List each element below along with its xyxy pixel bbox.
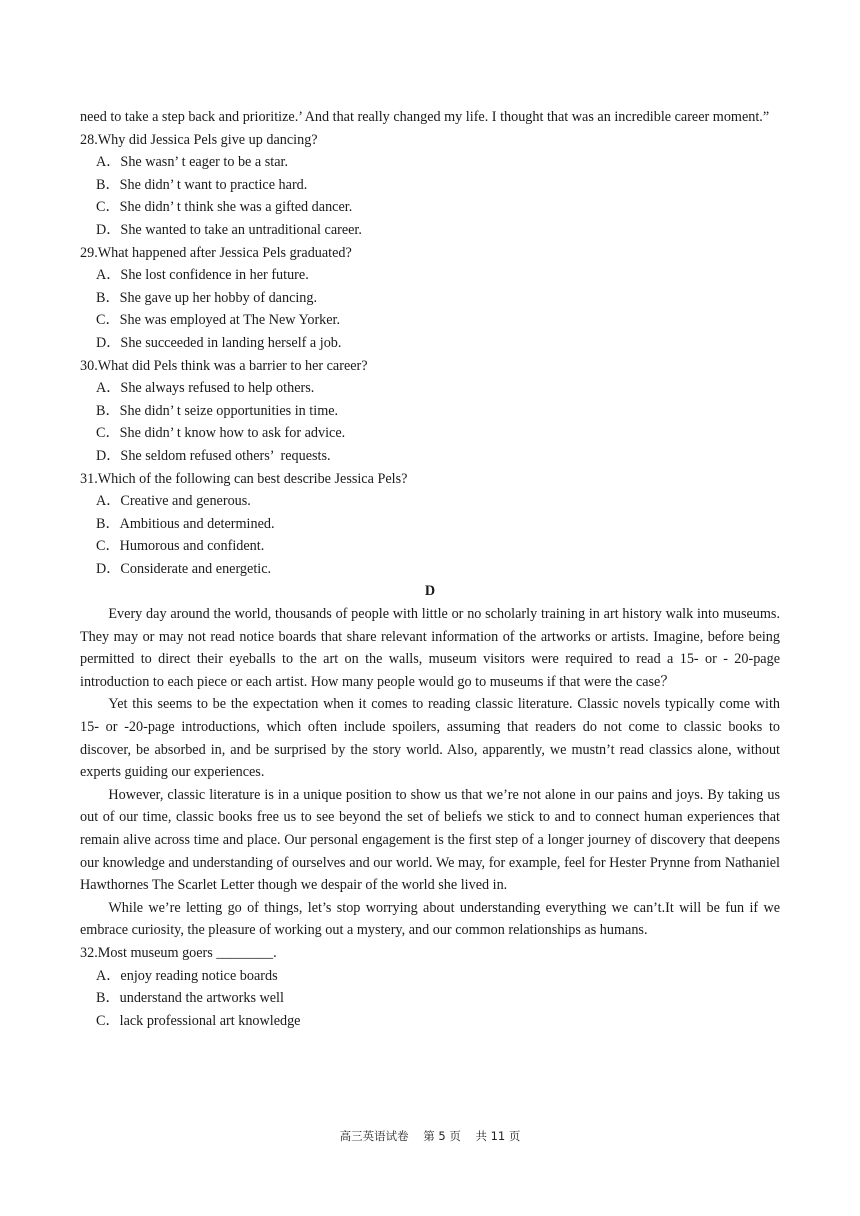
- option-d: D．She seldom refused others’ requests.: [96, 447, 331, 464]
- option-c: C．lack professional art knowledge: [96, 1012, 301, 1029]
- option-a: A．Creative and generous.: [96, 493, 251, 510]
- document-page: [80, 106, 780, 1032]
- option-b: B．Ambitious and determined.: [96, 515, 275, 532]
- passage-paragraph: Yet this seems to be the expectation when it comes to reading classic literature. Classic novels typically come with 15- or -20-page introductions, which often include spoilers, assuming that readers do not come to classic books to discover, be absorbed in, and be surprised by the story world. Also, apparently, we mustn’t read classics alone, without experts guiding our experiences.: [80, 696, 780, 781]
- option-b: B．understand the artworks well: [96, 990, 284, 1007]
- page-footer: 高三英语试卷 第 5 页 共 11 页: [339, 1129, 521, 1143]
- passage-paragraph: Every day around the world, thousands of people with little or no scholarly training in art history walk into museums. They may or may not read notice boards that share relevant information of the artworks or artists. Imagine, before being permitted to direct their eyeballs to the art on the walls, museum visitors were required to read a 15- or - 20-page introduction to each piece or each artist. How many people would go to museums if that were the case？: [80, 606, 780, 690]
- question-stem: 31.Which of the following can best describe Jessica Pels?: [80, 470, 408, 487]
- option-c: C．Humorous and confident.: [96, 538, 265, 555]
- option-a: A．enjoy reading notice boards: [96, 967, 278, 984]
- question-28: [80, 129, 780, 242]
- continuation-paragraph: need to take a step back and prioritize.’ And that really changed my life. I thought that was an incredible career moment.”: [80, 109, 770, 125]
- question-stem: 29.What happened after Jessica Pels graduated?: [80, 244, 352, 261]
- question-31: [80, 468, 780, 581]
- option-a: A．She always refused to help others.: [96, 380, 315, 397]
- option-c: C．She didn’ t think she was a gifted dancer.: [96, 199, 353, 216]
- question-stem: 28.Why did Jessica Pels give up dancing?: [80, 131, 318, 148]
- option-a: A．She lost confidence in her future.: [96, 267, 309, 284]
- option-a: A．She wasn’ t eager to be a star.: [96, 154, 288, 171]
- passage-paragraph: However, classic literature is in a unique position to show us that we’re not alone in our pains and joys. By taking us out of our time, classic books free us to see beyond the set of beliefs we stick to and to connect human experiences that remain alive across time and place. Our personal engagement is the first step of a longer journey of discovery that deepens our knowledge and understanding of ourselves and our world. We may, for example, feel for Hester Prynne from Nathaniel Hawthornes The Scarlet Letter though we despair of the world she lived in.: [80, 786, 780, 894]
- option-d: D．She succeeded in landing herself a job.: [96, 334, 342, 351]
- question-32: [80, 942, 780, 1032]
- question-30: [80, 355, 780, 468]
- option-b: B．She didn’ t seize opportunities in time.: [96, 402, 339, 419]
- option-b: B．She gave up her hobby of dancing.: [96, 289, 318, 306]
- option-d: D．She wanted to take an untraditional career.: [96, 221, 362, 238]
- option-c: C．She didn’ t know how to ask for advice.: [96, 425, 346, 442]
- question-stem: 30.What did Pels think was a barrier to her career?: [80, 357, 368, 374]
- question-29: [80, 242, 780, 355]
- option-b: B．She didn’ t want to practice hard.: [96, 176, 308, 193]
- passage-paragraph: While we’re letting go of things, let’s stop worrying about understanding everything we can’t.It will be fun if we embrace curiosity, the pleasure of working out a mystery, and our common relationships as humans.: [80, 899, 780, 939]
- option-d: D．Considerate and energetic.: [96, 560, 272, 577]
- section-title: D: [424, 583, 436, 600]
- option-c: C．She was employed at The New Yorker.: [96, 312, 341, 329]
- question-stem: 32.Most museum goers ________.: [80, 944, 277, 961]
